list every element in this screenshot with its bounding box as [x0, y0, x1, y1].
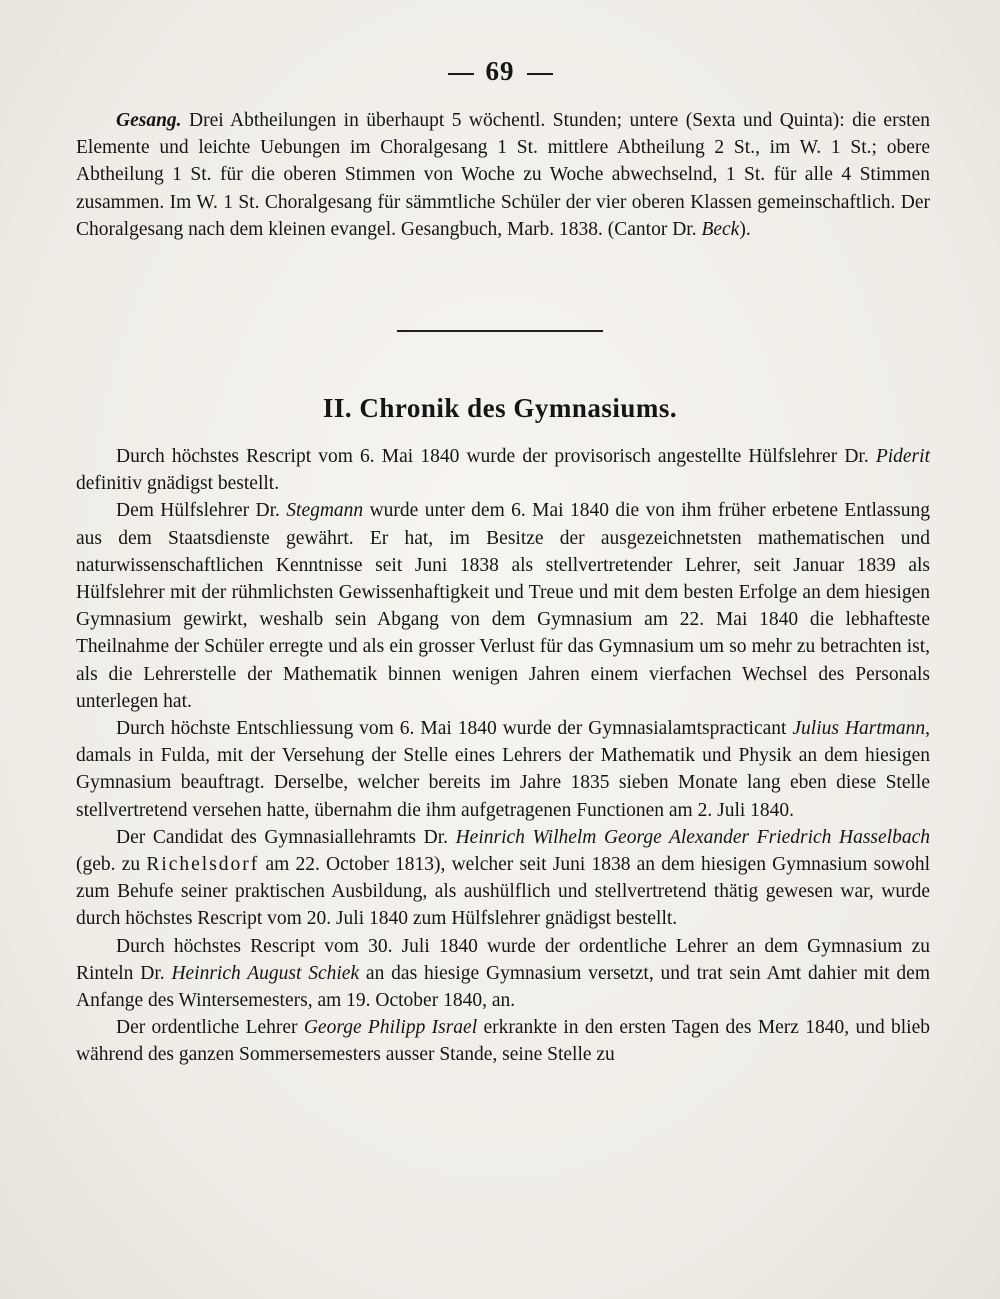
p3-text-a: Durch höchste Entschliessung vom 6. Mai 1840 wurde der Gymnasialamtspracticant — [116, 718, 793, 740]
p1-text-b: definitiv gnädigst bestellt. — [76, 473, 280, 495]
gesang-text — [76, 107, 930, 243]
chronik-paragraph-3 — [76, 715, 930, 824]
p4-text-c: am 22. October 1813), welcher seit Juni 1838 an dem hiesigen Gymnasium sowohl zum Behufe seiner praktischen Ausbildung, als aushülflich und stellvertretend thätig gewesen war, wurde durch höchstes Rescript vom 20. Juli 1840 zum Hülfslehrer gnädigst bestellt. — [76, 854, 931, 930]
chronik-paragraph-5 — [76, 933, 930, 1015]
page-number-dash-left — [448, 73, 474, 75]
section-divider — [397, 330, 603, 332]
p3-name: Julius Hartmann — [792, 718, 926, 740]
p5-text-b: an das hiesige Gymnasium versetzt, und trat sein Amt dahier mit dem Anfange des Wintersemesters, am 19. October 1840, an. — [76, 962, 930, 1012]
p4-place: Richelsdorf — [146, 854, 260, 876]
chronik-paragraph-4 — [76, 824, 930, 933]
p2-text-a: Dem Hülfslehrer Dr. — [116, 500, 287, 522]
p1-text-a: Durch höchstes Rescript vom 6. Mai 1840 wurde der provisorisch angestellte Hülfslehrer Dr. — [116, 446, 876, 467]
gesang-paragraph — [76, 107, 930, 243]
p6-text-b: erkrankte in den ersten Tagen des Merz 1840, und blieb während des ganzen Sommersemesters ausser Stande, seine Stelle zu — [76, 1017, 931, 1066]
gesang-teacher-name: Beck — [701, 218, 740, 240]
p3-text-b: , damals in Fulda, mit der Versehung der Stelle eines Lehrers der Mathematik und Physik an dem hiesigen Gymnasium beauftragt. Derselbe, welcher bereits im Jahre 1835 sieben Monate lang eben diese Stelle stellvertretend versehen hatte, übernahm die ihm aufgetragenen Functionen am 2. Juli 1840. — [76, 718, 930, 821]
gesang-lead: Gesang. — [116, 110, 182, 131]
p4-text-a: Der Candidat des Gymnasiallehramts Dr. — [116, 826, 456, 848]
p1-name: Piderit — [875, 446, 930, 467]
page-number-dash-right — [527, 73, 553, 75]
section-heading: II. Chronik des Gymnasiums. — [322, 393, 678, 423]
p2-name: Stegmann — [286, 500, 364, 522]
chronik-paragraph-6 — [76, 1014, 930, 1068]
p6-text-a: Der ordentliche Lehrer — [116, 1017, 304, 1039]
page-number-value: 69 — [485, 56, 515, 86]
p4-text-b: (geb. zu — [76, 854, 147, 876]
chronik-paragraph-1 — [76, 443, 930, 497]
gesang-tail: ). — [739, 218, 751, 240]
p4-name: Heinrich Wilhelm George Alexander Friedrich Hasselbach — [455, 826, 930, 848]
chronik-section — [76, 443, 930, 1069]
p6-name: George Philipp Israel — [303, 1017, 478, 1039]
p2-text-b: wurde unter dem 6. Mai 1840 die von ihm früher erbetene Entlassung aus dem Staatsdienste gewährt. Er hat, im Besitze der ausgezeichnetsten mathematischen und naturwissenschaftlichen Kenntnisse seit Juni 1838 als stellvertretender Lehrer, seit Januar 1839 als Hülfslehrer mit der rühmlichsten Gewissenhaftigkeit und Treue und mit dem besten Erfolge an dem hiesigen Gymnasium gewirkt, weshalb sein Abgang von dem Gymnasium am 22. Mai 1840 die lebhafteste Theilnahme der Schüler erregte und als ein grosser Verlust für das Gymnasium um so mehr zu betrachten ist, als die Lehrerstelle der Mathematik binnen wenigen Jahren einem vierfachen Wechsel des Personals unterlegen hat. — [76, 500, 931, 712]
chronik-paragraph-2 — [76, 497, 930, 715]
page-number — [0, 56, 1000, 87]
gesang-body: Drei Abtheilungen in überhaupt 5 wöchentl. Stunden; untere (Sexta und Quinta): die ersten Elemente und leichte Uebungen im Choralgesang 1 St. mittlere Abtheilung 2 St., im W. 1 St.; obere Abtheilung 1 St. für die oberen Stimmen von Woche zu Woche abwechselnd, 1 St. für alle 4 Stimmen zusammen. Im W. 1 St. Choralgesang für sämmtliche Schüler der vier oberen Klassen gemeinschaftlich. Der Choralgesang nach dem kleinen evangel. Gesangbuch, Marb. 1838. (Cantor Dr. — [76, 110, 930, 240]
p5-name: Heinrich August Schiek — [171, 962, 360, 984]
p5-text-a: Durch höchstes Rescript vom 30. Juli 1840 wurde der ordentliche Lehrer an dem Gymnasium zu Rinteln Dr. — [76, 935, 930, 984]
